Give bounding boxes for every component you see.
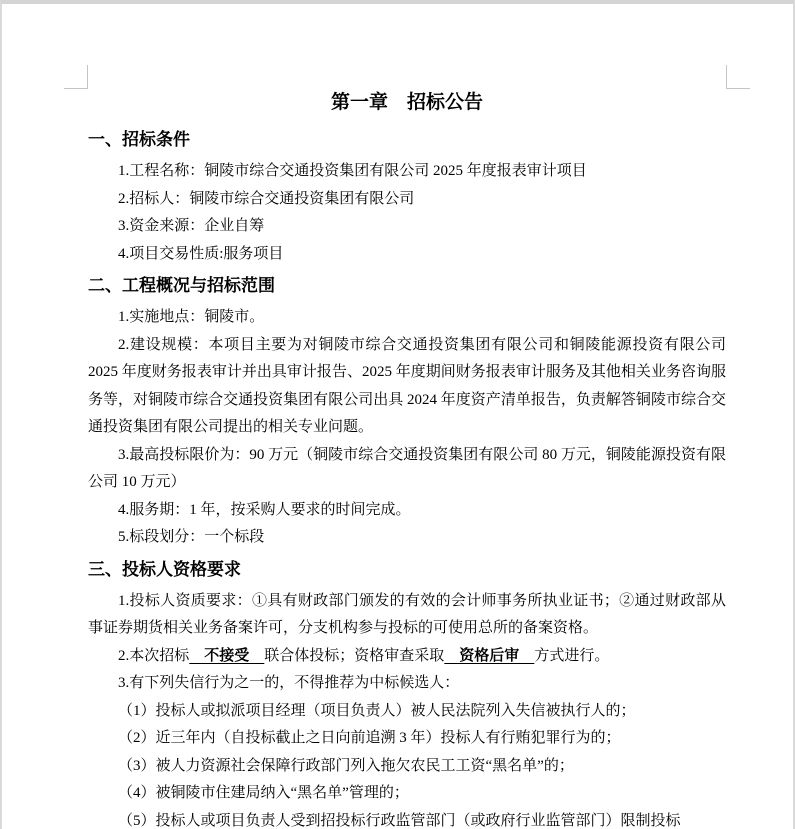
paragraph-dishonesty-2: （2）近三年内（自投标截止之日向前追溯 3 年）投标人有行贿犯罪行为的； <box>118 730 621 746</box>
chapter-title: 第一章 招标公告 <box>330 92 483 113</box>
section-2-heading: 二、工程概况与招标范围 <box>88 276 275 295</box>
paragraph-project-scope: 2.建设规模：本项目主要为对铜陵市综合交通投资集团有限公司和铜陵能源投资有限公司 2025 年度财务报表审计并出具审计报告、2025 年度期间财务报表审计服务及其他相关业务咨询服务等，对铜陵市综合交通投资集团有限公司出具 2024 年度资产清单报告，负责解答铜陵市综合交通投资集团有限公司提出的相关专业问题。 <box>88 336 726 435</box>
crop-mark-top-left <box>64 65 88 89</box>
joint-bid-suffix: 方式进行。 <box>534 647 610 664</box>
paragraph-dishonesty-intro: 3.有下列失信行为之一的，不得推荐为中标候选人： <box>118 675 460 691</box>
paragraph-qualification-requirements: 1.投标人资质要求：①具有财政部门颁发的有效的会计师事务所执业证书；②通过财政部从事证券期货相关业务备案许可，分支机构参与投标的可使用总所的备案资格。 <box>88 592 726 636</box>
crop-mark-top-right <box>726 65 750 89</box>
joint-bid-middle: 联合体投标；资格审查采取 <box>264 647 445 664</box>
emphasis-post-qualification-review: 资格后审 <box>444 647 535 664</box>
paragraph-tenderee: 2.招标人：铜陵市综合交通投资集团有限公司 <box>118 190 415 207</box>
paragraph-joint-bid-rule <box>88 643 726 671</box>
paragraph-dishonesty-4: （4）被铜陵市住建局纳入“黑名单”管理的； <box>118 785 409 801</box>
paragraph-dishonesty-5: （5）投标人或项目负责人受到招投标行政监管部门（或政府行业监管部门）限制投标 <box>118 812 681 829</box>
document-body[interactable] <box>88 88 726 829</box>
paragraph-transaction-type: 4.项目交易性质:服务项目 <box>118 245 284 262</box>
section-3-heading: 三、投标人资格要求 <box>88 559 241 579</box>
joint-bid-prefix: 2.本次招标 <box>118 647 190 664</box>
emphasis-not-accepted: 不接受 <box>189 647 265 664</box>
section-1-heading: 一、招标条件 <box>88 130 190 149</box>
paragraph-funding-source: 3.资金来源：企业自筹 <box>118 218 265 234</box>
paragraph-project-name: 1.工程名称：铜陵市综合交通投资集团有限公司 2025 年度报表审计项目 <box>118 163 587 179</box>
paragraph-dishonesty-1: （1）投标人或拟派项目经理（项目负责人）被人民法院列入失信被执行人的； <box>118 702 636 719</box>
paragraph-location: 1.实施地点：铜陵市。 <box>118 309 265 325</box>
paragraph-service-period: 4.服务期：1 年，按采购人要求的时间完成。 <box>118 501 411 518</box>
paragraph-lot-division: 5.标段划分：一个标段 <box>118 529 265 545</box>
paragraph-dishonesty-3: （3）被人力资源社会保障行政部门列入拖欠农民工工资“黑名单”的； <box>118 757 574 774</box>
paragraph-price-limit: 3.最高投标限价为：90 万元（铜陵市综合交通投资集团有限公司 80 万元，铜陵能源投资有限公司 10 万元） <box>88 446 726 490</box>
